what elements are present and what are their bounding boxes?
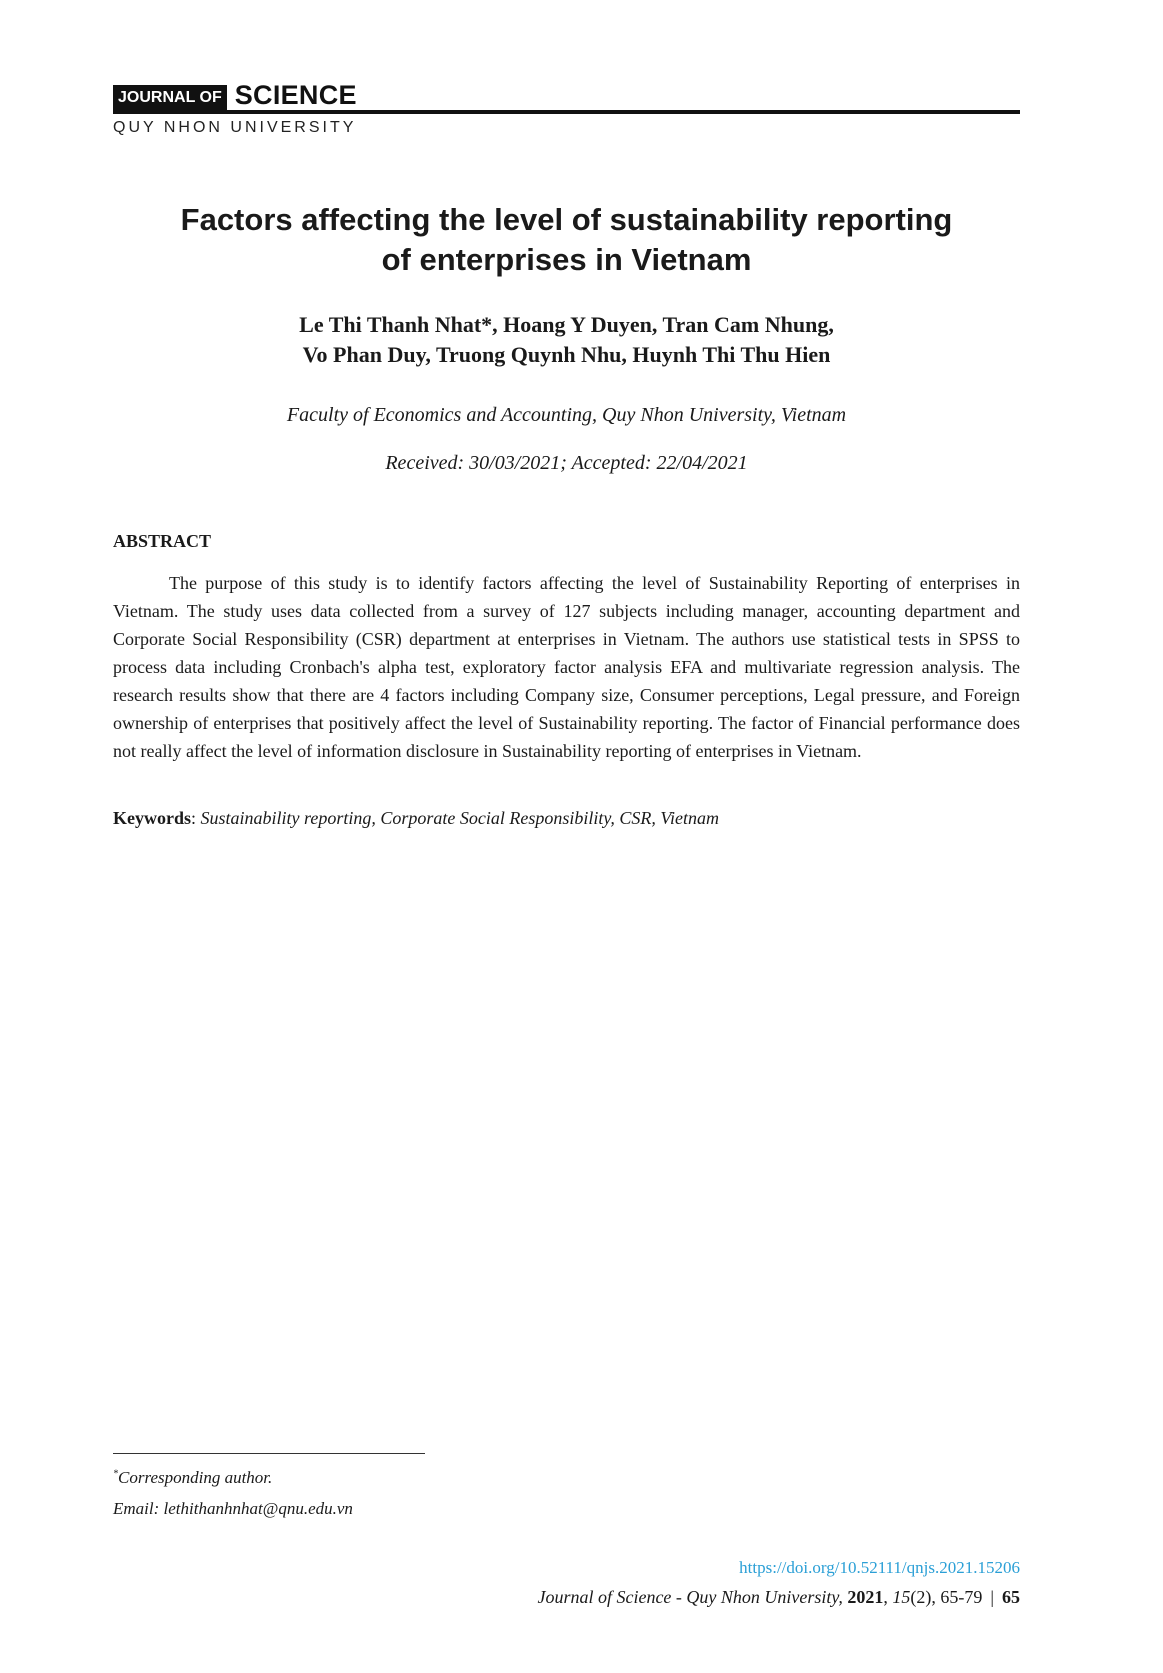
article-title-line: Factors affecting the level of sustainability reporting <box>180 202 953 237</box>
citation-journal: Journal of Science - Quy Nhon University, <box>537 1587 843 1607</box>
masthead-university: QUY NHON UNIVERSITY <box>113 119 357 136</box>
article-title-line: of enterprises in Vietnam <box>381 242 752 277</box>
citation-issue-pages: (2), 65-79 <box>910 1587 983 1607</box>
masthead-row <box>113 74 1020 114</box>
abstract-heading: ABSTRACT <box>113 531 212 551</box>
article-title <box>113 200 1020 280</box>
abstract-body: The purpose of this study is to identify factors affecting the level of Sustainability Reporting of enterprises in Vietnam. The study uses data collected from a survey of 127 subjects including manager, accounting department and Corporate Social Responsibility (CSR) department at enterprises in Vietnam. The authors use statistical tests in SPSS to process data including Cronbach's alpha test, exploratory factor analysis EFA and multivariate regression analysis. The research results show that there are 4 factors including Company size, Consumer perceptions, Legal pressure, and Foreign ownership of enterprises that positively affect the level of Sustainability reporting. The factor of Financial performance does not really affect the level of information disclosure in Sustainability reporting of enterprises in Vietnam. <box>113 573 1020 761</box>
footnote-rule <box>113 1453 425 1454</box>
author-list <box>113 310 1020 370</box>
masthead-journal-of: JOURNAL OF <box>113 85 227 110</box>
masthead-science: SCIENCE <box>234 80 357 110</box>
citation-line: Journal of Science - Quy Nhon University, 2021, 15(2), 65-79 | 65 <box>537 1587 1020 1607</box>
page-number: 65 <box>1002 1587 1020 1607</box>
citation-volume: 15 <box>892 1587 911 1607</box>
citation-separator: | <box>990 1587 994 1607</box>
corresponding-email: Email: lethithanhnhat@qnu.edu.vn <box>113 1499 353 1518</box>
keywords: Keywords: Sustainability reporting, Corporate Social Responsibility, CSR, Vietnam <box>113 808 719 828</box>
footnote-marker: * <box>113 1468 118 1480</box>
keywords-list: Sustainability reporting, Corporate Social Responsibility, CSR, Vietnam <box>200 808 719 828</box>
keywords-label: Keywords <box>113 808 191 828</box>
doi-link[interactable]: https://doi.org/10.52111/qnjs.2021.15206 <box>739 1558 1020 1577</box>
author-line: Le Thi Thanh Nhat*, Hoang Y Duyen, Tran Cam Nhung, <box>299 312 834 337</box>
corresponding-author-note <box>113 1468 272 1488</box>
author-line: Vo Phan Duy, Truong Quynh Nhu, Huynh Thi Thu Hien <box>302 342 831 367</box>
citation-year: 2021 <box>847 1587 884 1607</box>
journal-masthead <box>113 74 1020 137</box>
affiliation: Faculty of Economics and Accounting, Quy Nhon University, Vietnam <box>286 404 847 426</box>
corresponding-author-text: Corresponding author. <box>118 1468 273 1487</box>
received-accepted-dates: Received: 30/03/2021; Accepted: 22/04/2021 <box>385 452 748 474</box>
